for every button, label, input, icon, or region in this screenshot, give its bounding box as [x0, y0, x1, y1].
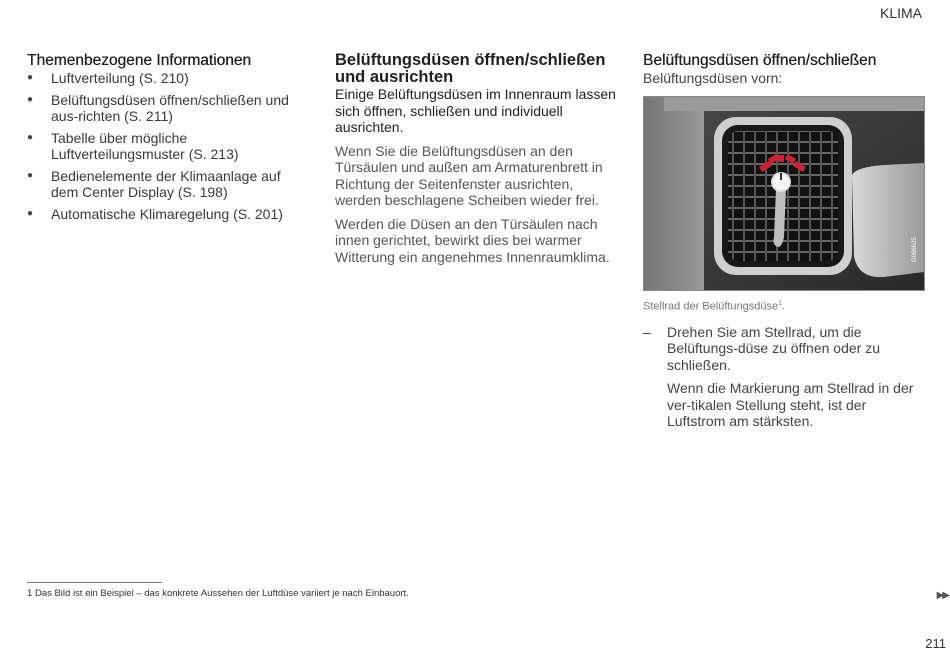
caption-text: Stellrad der Belüftungsdüse: [643, 300, 779, 313]
next-page-arrows[interactable]: ▶▶: [936, 590, 948, 601]
step-note: Wenn die Markierung am Stellrad in der ver-tikalen Stellung steht, ist der Luftstrom am stärksten.: [667, 380, 914, 430]
figure-caption: Stellrad der Belüftungsdüse$^1$.: [643, 300, 786, 313]
related-info-column: [27, 52, 307, 227]
article-paragraph: Wenn Sie die Belüftungsdüsen an den Türsäulen und außen am Armaturenbrett in Richtung der Seitenfenster ausrichten, werden beschlagene Scheiben wieder frei.: [335, 142, 603, 208]
instruction-step: [643, 324, 925, 374]
article-lead: Einige Belüftungsdüsen im Innenraum lassen sich öffnen, schließen und individuell ausrichten.: [335, 86, 616, 135]
main-article-column: [335, 52, 617, 272]
page-number: 211: [925, 636, 946, 651]
instructions-title: Belüftungsdüsen öffnen/schließen: [643, 52, 877, 69]
instructions-column: [643, 52, 925, 430]
article-title: Belüftungsdüsen öffnen/schließen und ausrichten: [335, 51, 606, 86]
related-info-title: Themenbezogene Informationen: [27, 52, 252, 69]
air-vent-illustration: [643, 96, 925, 291]
list-item[interactable]: ● Bedienelemente der Klimaanlage auf dem Center Display (S. 198): [27, 168, 307, 201]
step-text: Drehen Sie am Stellrad, um die Belüftungs-düse zu öffnen oder zu schließen.: [667, 323, 881, 373]
list-item[interactable]: ● Tabelle über mögliche Luftverteilungsmuster (S. 213): [27, 130, 307, 163]
footnote-mark: 1: [27, 588, 33, 599]
related-info-list: [27, 70, 307, 222]
footnote: [27, 588, 409, 599]
section-header: KLIMA: [879, 5, 922, 21]
footnote-divider: [27, 582, 162, 583]
list-item[interactable]: ● Belüftungsdüsen öffnen/schließen und aus-richten (S. 211): [27, 92, 307, 125]
step-dash: –: [643, 323, 651, 340]
list-item[interactable]: ● Luftverteilung (S. 210): [27, 70, 307, 87]
list-item[interactable]: ● Automatische Klimaregelung (S. 201): [27, 206, 307, 223]
article-paragraph: Werden die Düsen an den Türsäulen nach innen gerichtet, bewirkt dies bei warmer Witterung ein angenehmes Innenraumklima.: [335, 215, 610, 265]
caption-footnote-mark: 1: [778, 300, 783, 307]
instructions-subtitle: Belüftungsdüsen vorn:: [643, 70, 783, 86]
footnote-text: Das Bild ist ein Beispiel – das konkrete Aussehen der Luftdüse variiert je nach Einbauort.: [34, 588, 409, 599]
figure-code: G066625: [912, 237, 918, 262]
